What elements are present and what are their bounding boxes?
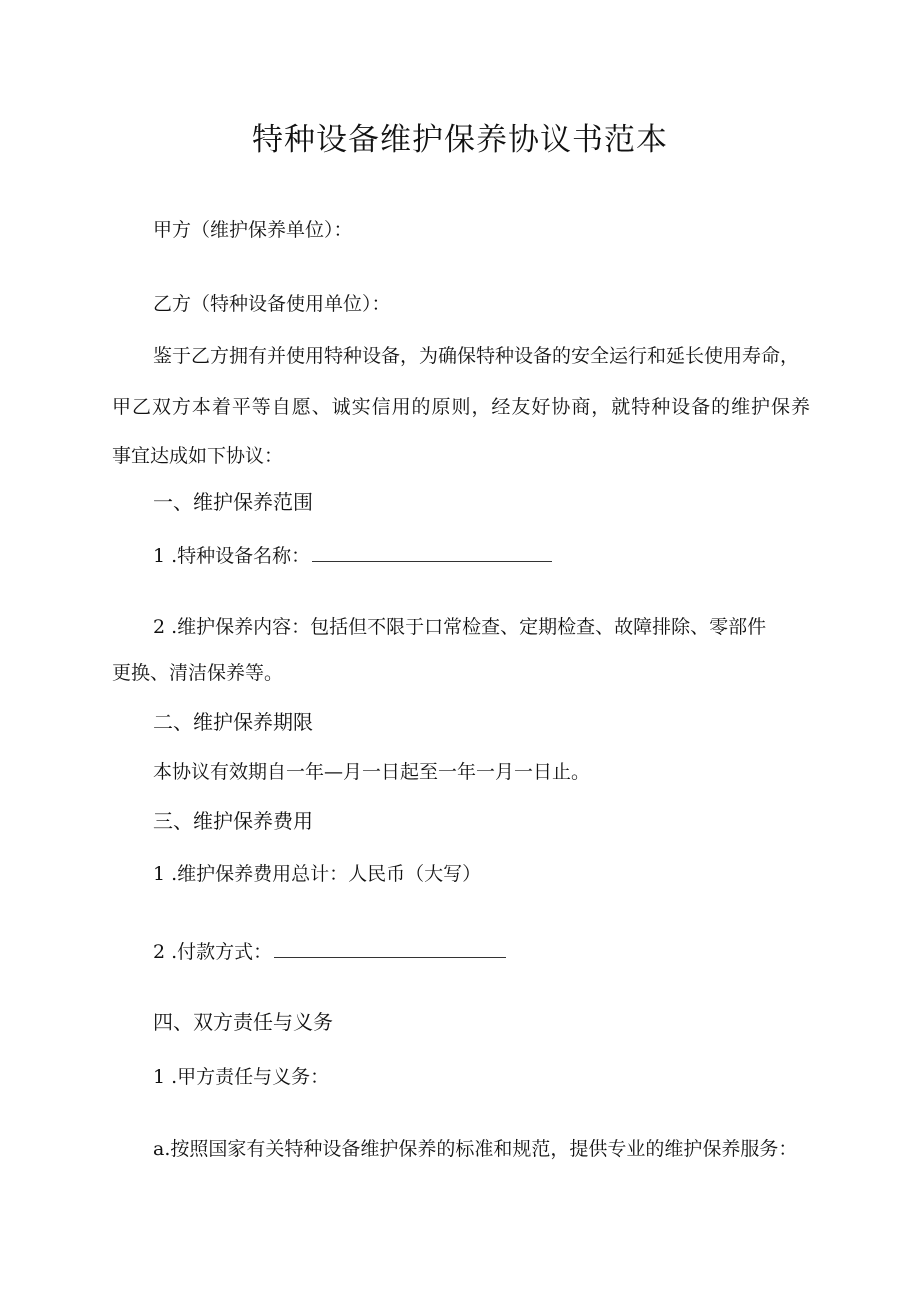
section-1-item-2-line-1: 2 .维护保养内容：包括但不限于口常检查、定期检查、故障排除、零部件 [153, 616, 767, 638]
equipment-name-blank [312, 543, 552, 562]
section-3-heading: 三、维护保养费用 [153, 809, 313, 833]
party-b-label: 乙方（特种设备使用单位）： [153, 293, 391, 315]
section-4-item-a: a.按照国家有关特种设备维护保养的标准和规范，提供专业的维护保养服务： [153, 1138, 798, 1160]
payment-method-blank [274, 939, 506, 958]
section-1-item-1 [153, 543, 552, 569]
preamble-line-2: 甲乙双方本着平等自愿、诚实信用的原则，经友好协商，就特种设备的维护保养 [112, 396, 810, 418]
preamble-line-3: 事宜达成如下协议： [112, 445, 284, 467]
section-2-text: 本协议有效期自一年—月一日起至一年一月一日止。 [153, 761, 591, 783]
preamble-line-1: 鉴于乙方拥有并使用特种设备，为确保特种设备的安全运行和延长使用寿命， [153, 345, 800, 367]
section-4-heading: 四、双方责任与义务 [153, 1010, 333, 1034]
section-2-heading: 二、维护保养期限 [153, 710, 313, 734]
party-a-label: 甲方（维护保养单位）： [153, 219, 353, 241]
section-3-item-2 [153, 939, 506, 965]
document-title: 特种设备维护保养协议书范本 [252, 122, 668, 158]
section-1-heading: 一、维护保养范围 [153, 490, 313, 514]
section-1-item-2-line-2: 更换、清洁保养等。 [112, 662, 284, 684]
section-4-item-1: 1 .甲方责任与义务： [153, 1066, 330, 1088]
section-3-item-1: 1 .维护保养费用总计：人民币（大写） [153, 863, 482, 885]
equipment-name-label: 1 .特种设备名称： [153, 545, 311, 567]
payment-method-label: 2 .付款方式： [153, 941, 273, 963]
